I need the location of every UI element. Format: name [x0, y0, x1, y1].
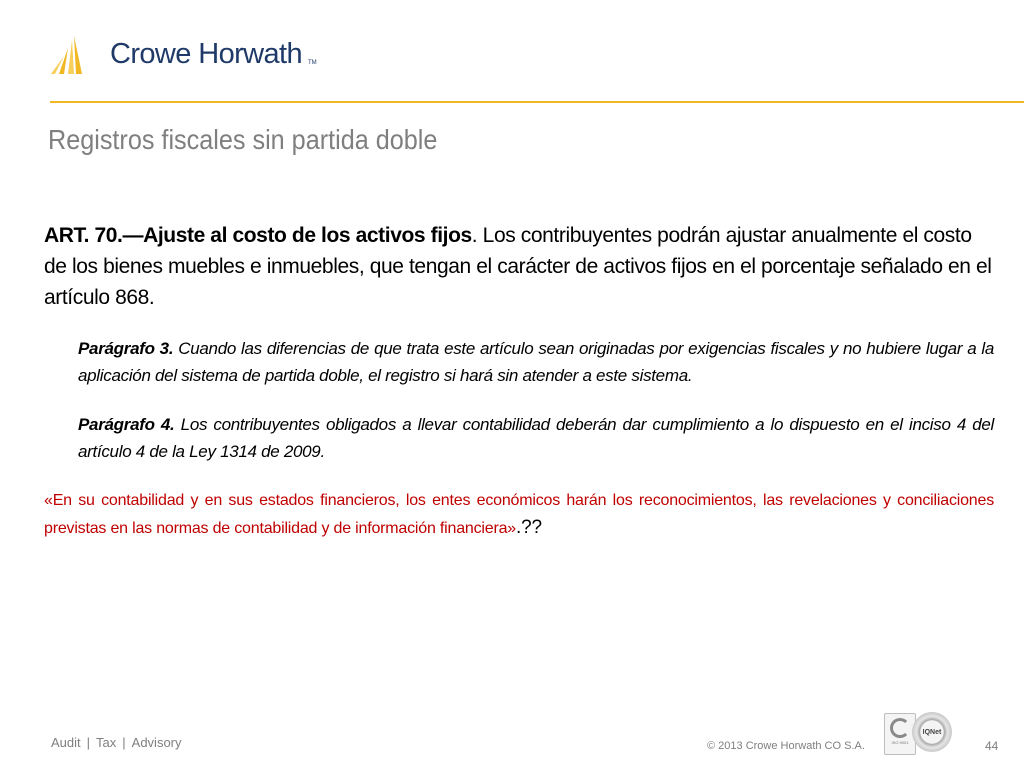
paragraph-4: [78, 411, 994, 465]
iso-badge-label: ISO 9001: [891, 740, 909, 745]
header-divider: [50, 101, 1024, 103]
quote-tail: .??: [516, 517, 542, 538]
copyright-notice: © 2013 Crowe Horwath CO S.A.: [707, 740, 865, 752]
footer-separator: |: [86, 735, 91, 750]
footer-service-tax: Tax: [96, 735, 117, 750]
certification-seal-icon: [890, 718, 910, 738]
paragraph-3-text: Cuando las diferencias de que trata este artículo sean originadas por exigencias fiscales y no hubiere lugar a la aplicación del sistema de partida doble, el registro si hará sin atender a este sistema.: [78, 339, 994, 385]
page-title: Registros fiscales sin partida doble: [48, 124, 438, 155]
article-paragraph: [44, 220, 994, 313]
article-heading: ART. 70.—Ajuste al costo de los activos fijos: [44, 224, 472, 247]
footer-services: [51, 735, 182, 750]
logo-trademark: TM: [308, 60, 317, 66]
paragraph-4-text: Los contribuyentes obligados a llevar contabilidad deberán dar cumplimiento a lo dispuesto en el inciso 4 del artículo 4 de la Ley 1314 de 2009.: [78, 415, 994, 461]
paragraph-4-label: Parágrafo 4.: [78, 415, 175, 434]
page-number: 44: [985, 739, 999, 753]
article-body: . Los contribuyentes podrán ajustar anualmente el costo de los bienes muebles e inmuebles, que tengan el carácter de activos fijos en el porcentaje señalado en el artículo 868.: [44, 224, 992, 309]
footer-separator: |: [122, 735, 126, 750]
iqnet-badge-label: IQNet: [922, 728, 942, 736]
footer-service-advisory: Advisory: [131, 735, 182, 750]
paragraph-3: [78, 335, 994, 389]
logo-wordmark: Crowe Horwath: [110, 38, 303, 70]
iqnet-badge: [912, 712, 952, 752]
slide-content: [44, 220, 994, 542]
quote-text: «En su contabilidad y en sus estados financieros, los entes económicos harán los reconocimientos, las revelaciones y conciliaciones previstas en las normas de contabilidad y de información financiera»: [44, 492, 994, 537]
paragraph-3-label: Parágrafo 3.: [78, 339, 174, 358]
quote-block: [44, 487, 994, 542]
logo-mark-icon: [50, 34, 100, 78]
company-logo: [50, 32, 320, 80]
footer-service-audit: Audit: [51, 735, 81, 750]
